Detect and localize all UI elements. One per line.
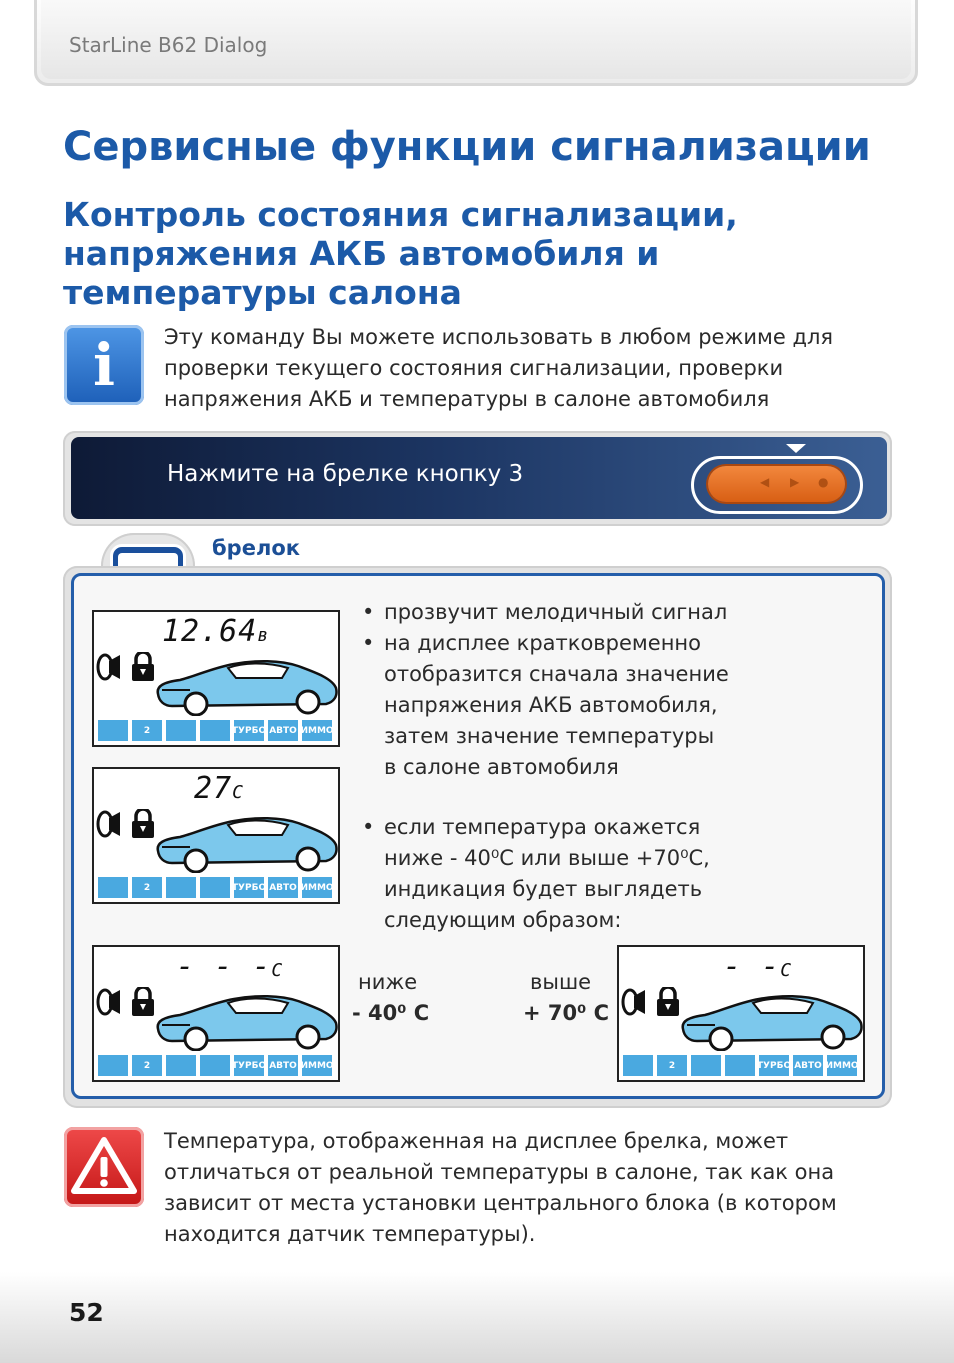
- crossed-arrows-icon: [166, 877, 196, 898]
- warning-line: находится датчик температуры).: [164, 1222, 536, 1246]
- door-2-icon: 2: [132, 1055, 162, 1076]
- speaker-lock-icon: [96, 652, 160, 682]
- warning-line: зависит от места установки центрального блока (в котором: [164, 1191, 837, 1215]
- bullet-line: напряжения АКБ автомобиля,: [384, 693, 718, 717]
- bullet-list: [362, 597, 729, 783]
- lcd-status-icons: [98, 720, 332, 741]
- immo-icon: ИММО: [302, 1055, 332, 1076]
- bullet-item: • на дисплее кратковременно: [362, 628, 729, 659]
- door-2-icon: 2: [132, 720, 162, 741]
- crossed-arrows-icon: [691, 1055, 721, 1076]
- lcd-readout: [176, 949, 283, 984]
- info-icon-glyph: i: [92, 331, 116, 399]
- car-icon: [677, 981, 867, 1051]
- turbo-icon: ТУРБО: [234, 877, 264, 898]
- pointer-arrow-icon: [786, 444, 806, 453]
- auto-icon: АВТО: [268, 720, 298, 741]
- low-unit: С: [271, 960, 284, 981]
- high-value: - -: [723, 949, 781, 984]
- immo-icon: ИММО: [302, 877, 332, 898]
- intro-line: Эту команду Вы можете использовать в любом режиме для: [164, 325, 834, 349]
- lcd-high-temperature: [617, 945, 865, 1082]
- bullet-line: затем значение температуры: [384, 724, 715, 748]
- warning-triangle-icon: [64, 1127, 144, 1207]
- high-unit: С: [780, 960, 793, 981]
- car-icon: [152, 803, 342, 873]
- warning-line: отличаться от реальной температуры в салоне, так как она: [164, 1160, 835, 1184]
- low-value: - - -: [176, 949, 272, 984]
- turbo-icon: ТУРБО: [759, 1055, 789, 1076]
- warning-text: [164, 1126, 837, 1250]
- bullet-line: в салоне автомобиля: [384, 755, 619, 779]
- bullet-item: • если температура окажется: [362, 812, 710, 843]
- lcd-status-icons: [623, 1055, 857, 1076]
- gun-icon: [623, 1055, 653, 1076]
- footer: [0, 1272, 954, 1363]
- wrench-icon: [725, 1055, 755, 1076]
- section-title: [63, 195, 738, 312]
- car-icon: [152, 646, 342, 716]
- warning-line: Температура, отображенная на дисплее брелка, может: [164, 1129, 789, 1153]
- speaker-lock-icon: [96, 987, 160, 1017]
- immo-icon: ИММО: [302, 720, 332, 741]
- temp-value: 27: [194, 771, 233, 806]
- dot-icon: ●: [818, 475, 829, 489]
- bullet-line: следующим образом:: [384, 908, 622, 932]
- section-title-line: Контроль состояния сигнализации,: [63, 195, 738, 234]
- voltage-value: 12.64: [162, 614, 258, 649]
- wrench-icon: [200, 877, 230, 898]
- left-arrow-icon: ◀: [760, 475, 770, 489]
- warning-icon: [64, 1127, 144, 1207]
- section-title-line: напряжения АКБ автомобиля и: [63, 234, 660, 273]
- section-title-line: температуры салона: [63, 273, 462, 312]
- lcd-status-icons: [98, 877, 332, 898]
- gun-icon: [98, 720, 128, 741]
- wrench-icon: [200, 1055, 230, 1076]
- intro-line: проверки текущего состояния сигнализации, проверки: [164, 356, 784, 380]
- low-label: ниже: [358, 970, 418, 994]
- page-number: 52: [69, 1298, 104, 1327]
- bullet-line: ниже - 40⁰С или выше +70⁰С,: [384, 846, 710, 870]
- bullet-line: индикация будет выглядеть: [384, 877, 703, 901]
- instruction-text: Нажмите на брелке кнопку 3: [167, 461, 524, 487]
- turbo-icon: ТУРБО: [234, 1055, 264, 1076]
- speaker-lock-icon: [621, 987, 685, 1017]
- immo-icon: ИММО: [827, 1055, 857, 1076]
- intro-text: [164, 322, 833, 415]
- lcd-readout: [723, 949, 792, 984]
- page-title: Сервисные функции сигнализации: [63, 124, 871, 170]
- product-name: StarLine B62 Dialog: [69, 33, 268, 57]
- temp-unit: С: [232, 782, 244, 803]
- turbo-icon: ТУРБО: [234, 720, 264, 741]
- auto-icon: АВТО: [268, 1055, 298, 1076]
- bullet-line: отобразится сначала значение: [384, 662, 729, 686]
- high-label: выше: [530, 970, 592, 994]
- door-2-icon: 2: [132, 877, 162, 898]
- auto-icon: АВТО: [793, 1055, 823, 1076]
- auto-icon: АВТО: [268, 877, 298, 898]
- wrench-icon: [200, 720, 230, 741]
- crossed-arrows-icon: [166, 720, 196, 741]
- lcd-low-temperature: [92, 945, 340, 1082]
- speaker-lock-icon: [96, 809, 160, 839]
- lcd-status-icons: [98, 1055, 332, 1076]
- gun-icon: [98, 1055, 128, 1076]
- voltage-unit: в: [257, 625, 270, 646]
- lcd-readout: [194, 771, 244, 806]
- lcd-readout: [162, 614, 269, 649]
- bullet-list: [362, 812, 710, 936]
- door-2-icon: 2: [657, 1055, 687, 1076]
- crossed-arrows-icon: [166, 1055, 196, 1076]
- right-arrow-icon: ▶: [790, 475, 800, 489]
- car-icon: [152, 981, 342, 1051]
- high-value: + 70⁰ С: [523, 1001, 610, 1025]
- fob-label: брелок: [212, 536, 300, 560]
- info-icon: [64, 325, 144, 405]
- bullet-item: • прозвучит мелодичный сигнал: [362, 597, 729, 628]
- lcd-voltage: [92, 610, 340, 747]
- lcd-temperature: [92, 767, 340, 904]
- gun-icon: [98, 877, 128, 898]
- intro-line: напряжения АКБ и температуры в салоне автомобиля: [164, 387, 770, 411]
- low-value: - 40⁰ С: [352, 1001, 430, 1025]
